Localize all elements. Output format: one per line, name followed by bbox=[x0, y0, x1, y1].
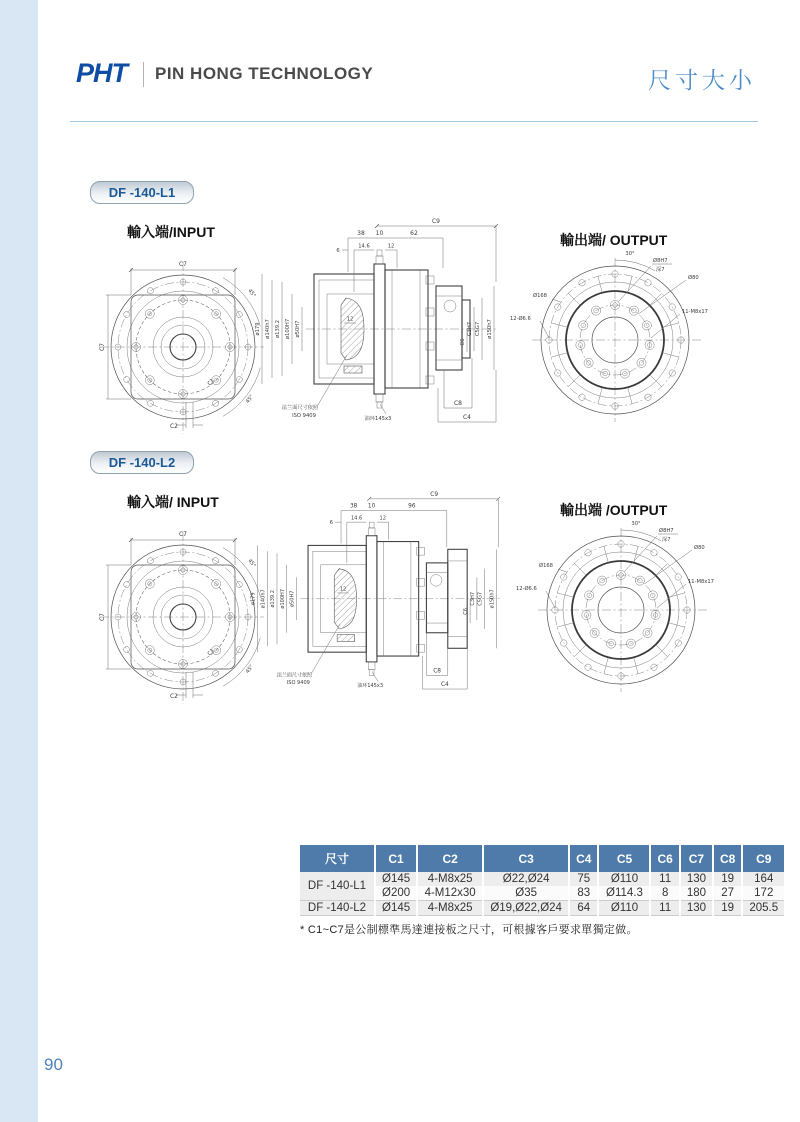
dim-d140-label: ø140h7 bbox=[260, 589, 267, 609]
left-diameter-dims bbox=[251, 545, 297, 652]
table-cell: 11 bbox=[650, 901, 679, 916]
input-title-l1: 輸入端/INPUT bbox=[127, 224, 215, 240]
output-title-l2: 輸出端 /OUTPUT bbox=[560, 502, 668, 518]
column-header: C7 bbox=[680, 845, 713, 872]
dim-c7-left-label: C7 bbox=[99, 612, 106, 622]
column-header: 尺寸 bbox=[300, 845, 375, 872]
input-title-l2: 輸入端/ INPUT bbox=[127, 494, 219, 510]
note-flange-label: 法兰面尺寸依照 bbox=[281, 405, 319, 411]
dim-c5-label: C5G7 bbox=[475, 321, 481, 337]
table-cell: Ø19,Ø22,Ø24 bbox=[483, 901, 569, 916]
dim-6-label: 6 bbox=[329, 520, 333, 527]
table-cell: Ø22,Ø24 bbox=[483, 872, 569, 886]
pht-logo: PHT bbox=[76, 58, 127, 88]
dim-c7-top-label: C7 bbox=[178, 261, 188, 268]
dim-c7-left-label: C7 bbox=[99, 342, 106, 352]
dim-d50-label: ø50H7 bbox=[295, 320, 301, 338]
dim-len-label: 62 bbox=[410, 230, 418, 237]
center-lines bbox=[100, 262, 264, 434]
output-drawing-l2 bbox=[508, 514, 733, 694]
dim-c8-label: C8 bbox=[453, 400, 463, 407]
model-badge-l1: DF -140-L1 bbox=[90, 181, 194, 204]
table-cell: Ø145 bbox=[375, 872, 417, 886]
column-header: C9 bbox=[742, 845, 785, 872]
dimension-table bbox=[300, 845, 786, 916]
dim-c8-label: C8 bbox=[433, 668, 441, 675]
section-drawing-l1 bbox=[248, 212, 503, 432]
dim-c4-label: C4 bbox=[462, 414, 472, 421]
output-title-l1: 輸出端/ OUTPUT bbox=[560, 232, 668, 248]
table-cell: 130 bbox=[680, 901, 713, 916]
bottom-dims bbox=[423, 633, 468, 689]
input-drawing-l1 bbox=[86, 242, 266, 437]
table-cell: 64 bbox=[569, 901, 598, 916]
table-cell: 130 bbox=[680, 872, 713, 886]
dim-d168-label: Ø168 bbox=[539, 563, 553, 569]
section-drawing-l2 bbox=[244, 482, 506, 702]
table-cell: Ø200 bbox=[375, 886, 417, 901]
center-lines bbox=[100, 532, 267, 704]
note-iso-label: ISO 9409 bbox=[292, 413, 316, 419]
table-cell: 164 bbox=[742, 872, 785, 886]
left-diameter-dims bbox=[255, 274, 302, 384]
dim-c3-label: C3H7 bbox=[469, 591, 476, 606]
center-lines bbox=[538, 528, 708, 692]
header-rule bbox=[70, 121, 758, 122]
dim-10-label: 10 bbox=[375, 230, 384, 237]
dim-c5-label: C5G7 bbox=[477, 591, 484, 606]
dim-c2-label: C2 bbox=[169, 423, 179, 430]
dim-d1392-label: ø139.2 bbox=[270, 590, 277, 608]
dim-d100-label: ø100H7 bbox=[285, 318, 291, 340]
dim-d140-label: ø140h7 bbox=[265, 319, 271, 339]
dim-146-label: 14.6 bbox=[350, 515, 363, 522]
right-dims bbox=[460, 286, 494, 370]
model-cell: DF -140-L2 bbox=[300, 901, 375, 916]
table-cell: 4-M8x25 bbox=[417, 872, 483, 886]
input-drawing-l2 bbox=[86, 512, 266, 707]
angle-45-top-label: 45° bbox=[246, 288, 257, 299]
dim-38-label: 38 bbox=[357, 230, 365, 237]
notes bbox=[277, 624, 383, 689]
angle-45-bottom-label: 45° bbox=[244, 663, 256, 675]
dim-38-label: 38 bbox=[349, 503, 358, 510]
dim-12-label: 12 bbox=[387, 243, 395, 250]
dim-12-label: 12 bbox=[379, 515, 386, 522]
table-cell: 4-M12x30 bbox=[417, 886, 483, 901]
table-cell: Ø110 bbox=[598, 901, 650, 916]
dim-6-label: 6 bbox=[336, 248, 340, 254]
holes-12-label: 12-Ø6.6 bbox=[510, 316, 531, 322]
company-name: PIN HONG TECHNOLOGY bbox=[155, 64, 374, 83]
dim-10-label: 10 bbox=[367, 503, 376, 510]
table-cell: 205.5 bbox=[742, 901, 785, 916]
hole-depth-label: 深7 bbox=[656, 267, 665, 273]
dim-c3-label: C3H7 bbox=[467, 321, 473, 337]
table-footnote: * C1~C7是公制標準馬達連接板之尺寸，可根據客戶要求單獨定做。 bbox=[300, 924, 638, 936]
dim-c7-top-label: C7 bbox=[178, 531, 188, 538]
column-header: C3 bbox=[483, 845, 569, 872]
column-header: C6 bbox=[650, 845, 679, 872]
table-cell: 180 bbox=[680, 886, 713, 901]
bottom-dims bbox=[438, 358, 496, 422]
hole-depth-label: 深7 bbox=[662, 537, 671, 543]
table-cell: 83 bbox=[569, 886, 598, 901]
dim-c9-label: C9 bbox=[431, 218, 441, 225]
angle-30-label: 30° bbox=[631, 521, 641, 527]
top-dims bbox=[336, 218, 498, 292]
table-cell: 27 bbox=[713, 886, 742, 901]
note-oilring-label: 油环145x3 bbox=[357, 683, 384, 690]
table-cell: 19 bbox=[713, 872, 742, 886]
table-cell: 172 bbox=[742, 886, 785, 901]
dim-c1-label: C1 bbox=[206, 647, 216, 657]
model-badge-l2: DF -140-L2 bbox=[90, 451, 194, 474]
dim-c2 bbox=[170, 402, 203, 430]
table-cell: 19 bbox=[713, 901, 742, 916]
column-header: C8 bbox=[713, 845, 742, 872]
dim-d50-label: ø50H7 bbox=[289, 590, 296, 608]
dim-d150-label: ø150h7 bbox=[487, 319, 493, 339]
notes bbox=[282, 355, 391, 422]
dim-c4-label: C4 bbox=[440, 682, 449, 689]
column-header: C5 bbox=[598, 845, 650, 872]
dim-c2 bbox=[170, 672, 203, 700]
note-oilring-label: 油环145x3 bbox=[364, 416, 392, 422]
dim-len-label: 96 bbox=[408, 503, 416, 510]
table-cell: 11 bbox=[650, 872, 679, 886]
dim-146-label: 14.6 bbox=[358, 243, 370, 250]
note-iso-label: ISO 9409 bbox=[286, 680, 310, 687]
dim-c9-label: C9 bbox=[430, 491, 439, 498]
dim-d179-label: ø179 bbox=[255, 322, 261, 336]
table-cell: 75 bbox=[569, 872, 598, 886]
note-flange-label: 法兰面尺寸依照 bbox=[276, 672, 313, 679]
table-cell: Ø110 bbox=[598, 872, 650, 886]
table-cell: Ø35 bbox=[483, 886, 569, 901]
output-drawing-l1 bbox=[502, 244, 727, 424]
left-accent-bar bbox=[0, 0, 38, 1122]
column-header: C2 bbox=[417, 845, 483, 872]
dim-d80-label: Ø80 bbox=[688, 275, 699, 281]
labels bbox=[516, 521, 714, 608]
table-row bbox=[300, 901, 785, 916]
holes-11-label: 11-M8x17 bbox=[682, 309, 708, 315]
page-number: 90 bbox=[44, 1055, 63, 1074]
angle-30-label: 30° bbox=[625, 251, 635, 257]
hole-d8h7-label: Ø8H7 bbox=[653, 258, 668, 264]
dim-c6-label: C6 bbox=[463, 608, 470, 615]
table-cell: 8 bbox=[650, 886, 679, 901]
dim-d100-label: ø100H7 bbox=[279, 588, 286, 609]
dim-d80-label: Ø80 bbox=[694, 545, 705, 551]
dim-d150-label: ø150h7 bbox=[489, 589, 496, 609]
page-title: 尺寸大小 bbox=[648, 67, 756, 93]
dim-d179-label: ø179 bbox=[250, 592, 257, 606]
output-hub bbox=[436, 286, 470, 370]
table-cell: 4-M8x25 bbox=[417, 901, 483, 916]
header-divider bbox=[143, 62, 144, 87]
table-cell: Ø114.3 bbox=[598, 886, 650, 901]
holes-12-label: 12-Ø6.6 bbox=[516, 586, 537, 592]
angle-45-bottom-label: 45° bbox=[244, 393, 256, 405]
dim-bore12-label: 12 bbox=[346, 316, 354, 323]
center-lines bbox=[532, 258, 702, 422]
table-cell: Ø145 bbox=[375, 901, 417, 916]
column-header: C4 bbox=[569, 845, 598, 872]
column-header: C1 bbox=[375, 845, 417, 872]
dim-c1-label: C1 bbox=[206, 377, 216, 387]
angle-45-top-label: 45° bbox=[246, 558, 257, 569]
labels bbox=[510, 251, 708, 338]
holes-11-label: 11-M8x17 bbox=[688, 579, 714, 585]
dim-c2-label: C2 bbox=[169, 693, 179, 700]
table-row bbox=[300, 872, 785, 886]
dim-bore12-label: 12 bbox=[339, 586, 347, 593]
dim-d1392-label: ø139.2 bbox=[275, 319, 281, 339]
hole-d8h7-label: Ø8H7 bbox=[659, 528, 674, 534]
dim-c6-label: C6 bbox=[460, 338, 466, 346]
dim-d168-label: Ø168 bbox=[533, 293, 547, 299]
top-dims bbox=[330, 492, 500, 563]
model-cell: DF -140-L1 bbox=[300, 872, 375, 901]
